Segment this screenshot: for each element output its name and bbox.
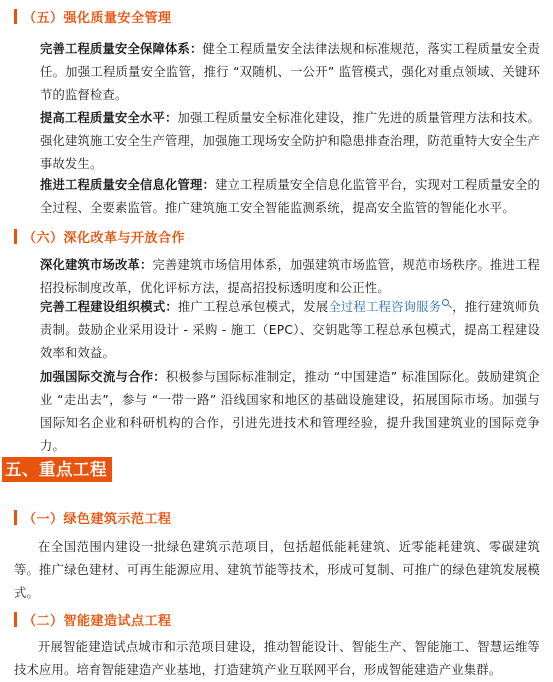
major-section-title: 五、重点工程 — [2, 457, 112, 482]
heading-reform-opening — [14, 227, 185, 245]
heading-green-building — [14, 508, 172, 526]
search-icon[interactable] — [442, 299, 449, 306]
paragraph-text: ，推行建筑师负责制。鼓励企业采用设计 - 采购 - 施工（EPC）、交钥匙等工程总承包模式，提高工程建设效率和效益。 — [40, 300, 540, 360]
heading-accent-bar — [14, 612, 17, 627]
paragraph-text: 加强工程质量安全标准化建设，推广先进的质量管理方法和技术。强化建筑施工安全生产管理，加强施工现场安全防护和隐患排查治理，防范重特大安全生产事故发生。 — [40, 111, 540, 171]
paragraph-text: 推广工程总承包模式，发展 — [177, 300, 329, 314]
heading-text: （六）深化改革与开放合作 — [23, 230, 186, 246]
heading-text: （五）强化质量安全管理 — [23, 10, 172, 26]
paragraph-label: 完善工程建设组织模式： — [40, 300, 178, 314]
paragraph-intelligent-construction: 开展智能建造试点城市和示范项目建设，推动智能设计、智能生产、智能施工、智慧运维等技术应用。培育智能建造产业基地，打造建筑产业互联网平台，形成智能建造产业集群。 — [14, 640, 540, 677]
heading-accent-bar — [14, 229, 17, 244]
paragraph-market-reform — [40, 254, 540, 300]
heading-text: （一）绿色建筑示范工程 — [23, 511, 172, 527]
paragraph-informatization — [40, 174, 540, 220]
paragraph-label: 深化建筑市场改革： — [40, 258, 153, 272]
paragraph-label: 提高工程质量安全水平： — [40, 111, 178, 125]
heading-intelligent-construction — [14, 610, 172, 628]
paragraph-label: 推进工程质量安全信息化管理： — [40, 178, 215, 192]
consulting-service-link[interactable]: 全过程工程咨询服务 — [328, 300, 442, 314]
paragraph-label: 完善工程质量安全保障体系： — [40, 42, 203, 56]
paragraph-international — [40, 366, 540, 458]
paragraph-organization-mode — [40, 296, 540, 365]
paragraph-guarantee-system — [40, 38, 540, 107]
paragraph-quality-level — [40, 107, 540, 176]
heading-quality-safety — [14, 7, 172, 25]
paragraph-label: 加强国际交流与合作： — [40, 370, 166, 384]
paragraph-text: 积极参与国际标准制定，推动 “中国建造” 标准国际化。鼓励建筑企业 “走出去”，参与 “一带一路” 沿线国家和地区的基础设施建设，拓展国际市场。加强与国际知名企业和科研机构的合作，引进先进技术和管理经验，提升我国建筑业的国际竞争力。 — [40, 370, 540, 453]
paragraph-green-building: 在全国范围内建设一批绿色建筑示范项目，包括超低能耗建筑、近零能耗建筑、零碳建筑等。推广绿色建材、可再生能源应用、建筑节能等技术，形成可复制、可推广的绿色建筑发展模式。 — [14, 540, 540, 600]
heading-accent-bar — [14, 510, 17, 525]
heading-text: （二）智能建造试点工程 — [23, 613, 172, 629]
paragraph-text: 建立工程质量安全信息化监管平台，实现对工程质量安全的全过程、全要素监管。推广建筑施工安全智能监测系统，提高安全监管的智能化水平。 — [40, 178, 540, 215]
paragraph-text: 完善建筑市场信用体系，加强建筑市场监管，规范市场秩序。推进工程招投标制度改革，优化评标方法，提高招投标透明度和公正性。 — [40, 258, 540, 295]
paragraph-text: 健全工程质量安全法律法规和标准规范，落实工程质量安全责任。加强工程质量安全监管，推行 “双随机、一公开” 监管模式，强化对重点领域、关键环节的监督检查。 — [40, 42, 540, 102]
heading-accent-bar — [14, 9, 17, 24]
